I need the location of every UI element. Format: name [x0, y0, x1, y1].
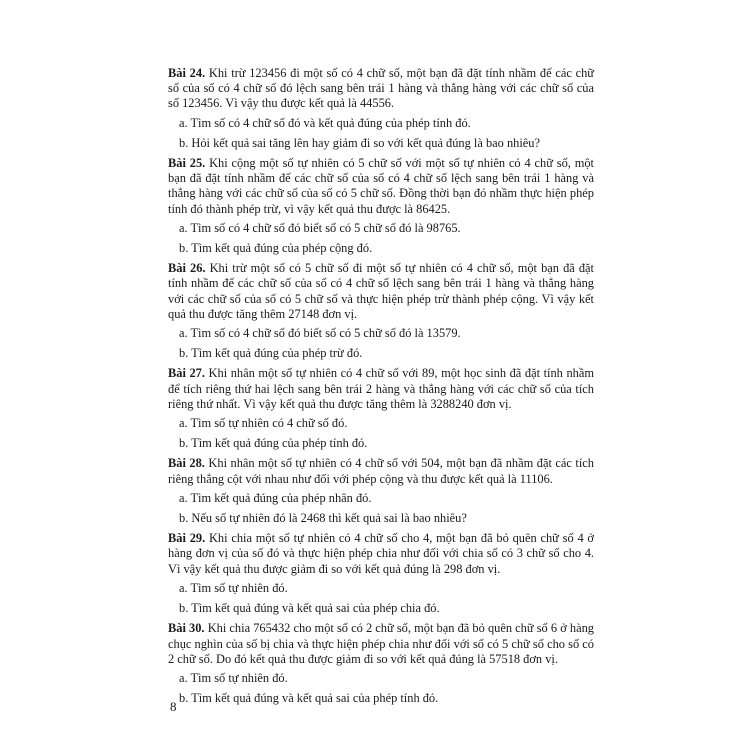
problem-label: Bài 27.: [168, 366, 205, 381]
sub-question-b: b. Tìm kết quả đúng của phép cộng đó.: [179, 241, 373, 256]
problem-28: [168, 456, 594, 526]
sub-question-b: b. Tìm kết quả đúng và kết quả sai của phép tính đó.: [179, 691, 439, 706]
sub-question-b: b. Tìm kết quả đúng của phép tính đó.: [179, 436, 368, 451]
sub-question-a: a. Tìm số có 4 chữ số đó biết số có 5 chữ số đó là 13579.: [179, 326, 461, 341]
problem-statement: [168, 156, 594, 217]
problem-text: Khi trừ một số có 5 chữ số đi một số tự nhiên có 4 chữ số, một bạn đã đặt tính nhầm để các chữ số của số có 4 chữ số lệch sang bên trái 1 hàng và thẳng hàng với các chữ số của số có 5 chữ số và thực hiện phép trừ thành phép cộng. Vì vậy kết quả thu được tăng thêm 27148 đơn vị.: [168, 261, 595, 321]
sub-question-a: a. Tìm số có 4 chữ số đó và kết quả đúng của phép tính đó.: [179, 115, 471, 130]
problem-29: [168, 531, 594, 616]
problem-statement: [168, 621, 594, 667]
problem-label: Bài 30.: [168, 621, 205, 636]
sub-question-b: b. Tìm kết quả đúng của phép trừ đó.: [179, 346, 363, 361]
problem-label: Bài 28.: [168, 456, 205, 471]
problem-text: Khi nhân một số tự nhiên có 4 chữ số với 504, một bạn đã nhầm đặt các tích riêng thẳng cột với nhau như đối với phép cộng và thu được kết quả là 11106.: [168, 456, 594, 486]
problem-text: Khi chia 765432 cho một số có 2 chữ số, một bạn đã bỏ quên chữ số 6 ở hàng chục nghìn của số bị chia và thực hiện phép chia như đối với số có 5 chữ số cho số có 2 chữ số. Do đó kết quả thu được giảm đi so với kết quả đúng là 57518 đơn vị.: [168, 621, 594, 666]
page-number: 8: [170, 699, 177, 714]
problem-statement: [168, 531, 594, 577]
problem-label: Bài 26.: [168, 261, 206, 276]
problem-label: Bài 25.: [168, 156, 206, 171]
sub-question-b: b. Nếu số tự nhiên đó là 2468 thì kết quả sai là bao nhiêu?: [179, 511, 467, 526]
problem-30: [168, 621, 594, 706]
sub-question-a: a. Tìm số tự nhiên đó.: [179, 670, 288, 685]
problem-label: Bài 29.: [168, 531, 206, 546]
sub-question-a: a. Tìm số tự nhiên đó.: [179, 580, 288, 595]
problem-text: Khi trừ 123456 đi một số có 4 chữ số, một bạn đã đặt tính nhầm để các chữ số của số có 4 chữ số đó lệch sang bên trái 1 hàng và thẳng hàng với các chữ số của số 123456. Vì vậy thu được kết quả là 44556.: [168, 66, 594, 111]
sub-question-a: a. Tìm số tự nhiên có 4 chữ số đó.: [179, 416, 348, 431]
problem-27: [168, 366, 594, 451]
problem-label: Bài 24.: [168, 66, 206, 80]
problem-25: [168, 156, 594, 256]
sub-question-a: a. Tìm kết quả đúng của phép nhân đó.: [179, 490, 372, 505]
document-page: [168, 66, 594, 711]
problem-26: [168, 261, 594, 361]
sub-question-b: b. Hỏi kết quả sai tăng lên hay giảm đi so với kết quả đúng là bao nhiêu?: [179, 135, 540, 150]
problem-statement: [168, 261, 594, 322]
problem-statement: [168, 66, 594, 112]
sub-question-b: b. Tìm kết quả đúng và kết quả sai của phép chia đó.: [179, 601, 440, 616]
problem-text: Khi chia một số tự nhiên có 4 chữ số cho 4, một bạn đã bỏ quên chữ số 4 ở hàng đơn vị của số đó và thực hiện phép chia như đối với chia số có 3 chữ số cho 4. Vì vậy kết quả thu được giảm đi so với kết quả đúng là 298 đơn vị.: [168, 531, 594, 576]
problem-text: Khi nhân một số tự nhiên có 4 chữ số với 89, một học sinh đã đặt tính nhầm để tích riêng thứ hai lệch sang bên trái 2 hàng và thẳng hàng với các chữ số của tích riêng thứ nhất. Vì vậy kết quả thu được tăng thêm là 3288240 đơn vị.: [168, 366, 594, 411]
problem-statement: [168, 366, 594, 412]
problem-24: [168, 66, 594, 151]
sub-question-a: a. Tìm số có 4 chữ số đó biết số có 5 chữ số đó là 98765.: [179, 220, 461, 235]
problem-text: Khi cộng một số tự nhiên có 5 chữ số với một số tự nhiên có 4 chữ số, một bạn đã đặt tính nhầm để các chữ số của số có 4 chữ số lệch sang bên trái 1 hàng và thẳng hàng với các chữ số của số có 5 chữ số. Đồng thời bạn đó nhầm thực hiện phép tính đó thành phép trừ, vì vậy kết quả thu được là 86425.: [168, 156, 595, 216]
problem-statement: [168, 456, 594, 486]
